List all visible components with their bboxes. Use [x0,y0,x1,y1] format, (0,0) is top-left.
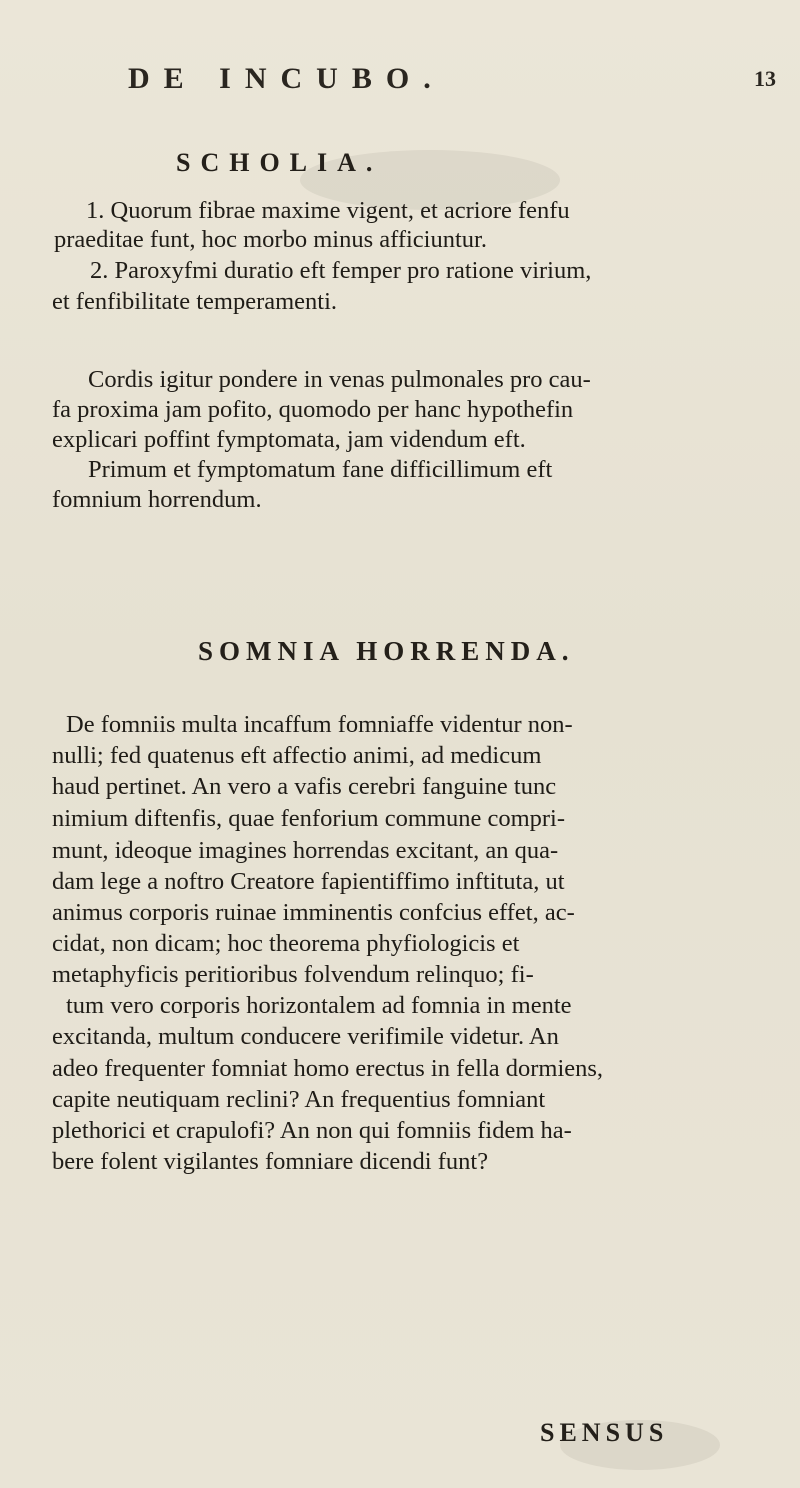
text-line: 2. Paroxyfmi duratio eft femper pro ratione virium, [90,257,592,284]
catchword: SENSUS [540,1418,669,1447]
text-line: De fomniis multa incaffum fomniaffe videntur non- [66,711,573,738]
page-number: 13 [754,66,776,91]
text-line: 1. Quorum fibrae maxime vigent, et acriore fenfu [86,197,570,224]
text-line: nimium diftenfis, quae fenforium commune compri- [52,805,566,832]
text-line: metaphyficis peritioribus folvendum relinquo; fi- [52,961,534,988]
somnia-heading: SOMNIA HORRENDA. [198,636,575,666]
text-line: explicari poffint fymptomata, jam videndum eft. [52,426,526,453]
text-line: tum vero corporis horizontalem ad fomnia in mente [66,992,572,1019]
scholia-heading: SCHOLIA. [176,148,383,177]
text-line: Primum et fymptomatum fane difficillimum eft [88,456,553,483]
text-line: et fenfibilitate temperamenti. [52,288,338,315]
text-line: cidat, non dicam; hoc theorema phyfiologicis et [52,930,520,957]
text-line: Cordis igitur pondere in venas pulmonales pro cau- [88,366,591,393]
text-line: munt, ideoque imagines horrendas excitant, an qua- [52,837,559,864]
text-line: animus corporis ruinae imminentis confcius effet, ac- [52,899,575,926]
text-line: capite neutiquam reclini? An frequentius fomniant [52,1086,546,1113]
text-line: praeditae funt, hoc morbo minus afficiuntur. [54,226,487,253]
text-line: fomnium horrendum. [52,486,262,513]
text-line: bere folent vigilantes fomniare dicendi funt? [52,1148,489,1175]
text-line: haud pertinet. An vero a vafis cerebri fanguine tunc [52,773,557,800]
text-line: excitanda, multum conducere verifimile videtur. An [52,1023,559,1050]
text-line: nulli; fed quatenus eft affectio animi, ad medicum [52,742,542,769]
text-line: dam lege a noftro Creatore fapientiffimo inftituta, ut [52,868,565,895]
text-line: adeo frequenter fomniat homo erectus in fella dormiens, [52,1055,604,1082]
text-line: plethorici et crapulofi? An non qui fomniis fidem ha- [52,1117,572,1144]
running-title: DE INCUBO. [128,62,445,95]
text-line: fa proxima jam pofito, quomodo per hanc hypothefin [52,396,574,423]
